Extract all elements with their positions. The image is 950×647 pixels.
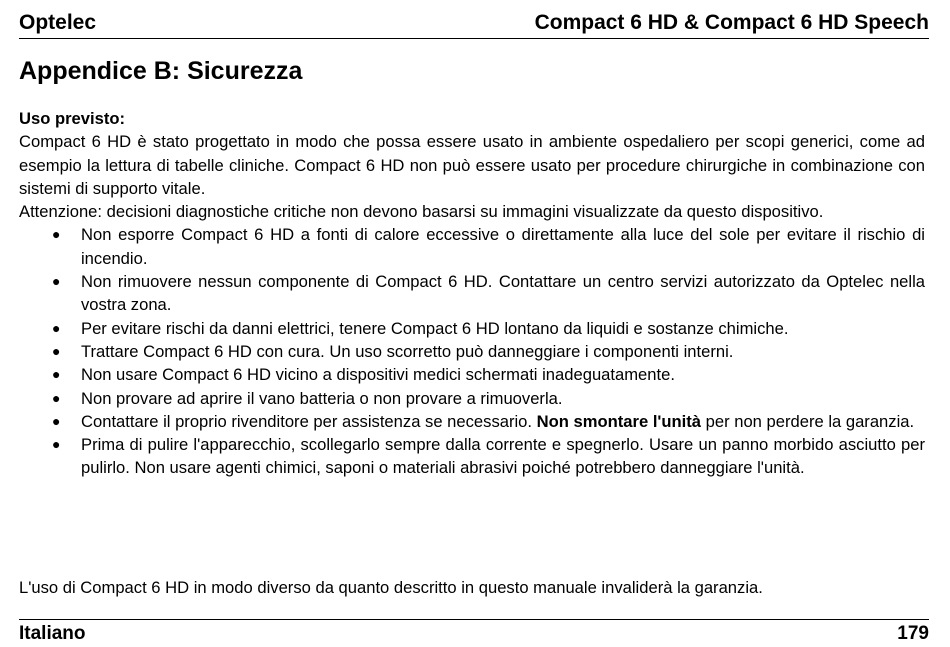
page-header: [19, 8, 929, 39]
list-item-text: Trattare Compact 6 HD con cura. Un uso scorretto può danneggiare i componenti interni.: [81, 341, 734, 361]
header-brand: Optelec: [19, 11, 97, 34]
warning-paragraph: Attenzione: decisioni diagnostiche critiche non devono basarsi su immagini visualizzate da questo dispositivo.: [19, 202, 824, 222]
footer-language: Italiano: [19, 623, 86, 644]
section-title: Appendice B: Sicurezza: [19, 57, 303, 85]
list-item-text: Per evitare rischi da danni elettrici, tenere Compact 6 HD lontano da liquidi e sostanze chimiche.: [81, 318, 789, 338]
bullet-icon: ●: [52, 342, 61, 359]
safety-list: [19, 223, 925, 479]
section-content: [19, 107, 925, 480]
header-product-title: Compact 6 HD & Compact 6 HD Speech: [534, 11, 929, 34]
list-item: [19, 387, 925, 410]
list-item-text-bold: Non smontare l'unità: [536, 411, 702, 431]
bullet-icon: ●: [52, 366, 61, 383]
bullet-icon: ●: [52, 273, 61, 290]
list-item: [19, 433, 925, 480]
bullet-icon: ●: [52, 226, 61, 243]
list-item-text: Non esporre Compact 6 HD a fonti di calore eccessive o direttamente alla luce del sole per evitare il rischio di incendio.: [81, 225, 925, 268]
bullet-icon: ●: [52, 319, 61, 336]
bullet-icon: ●: [52, 436, 61, 453]
list-item: [19, 223, 925, 270]
list-item-text: Non rimuovere nessun componente di Compact 6 HD. Contattare un centro servizi autorizzato da Optelec nella vostra zona.: [81, 272, 925, 315]
bullet-icon: ●: [52, 412, 61, 429]
list-item: [19, 340, 925, 363]
intended-use-paragraph: Compact 6 HD è stato progettato in modo che possa essere usato in ambiente ospedaliero per scopi generici, come ad esempio la lettura di tabelle cliniche. Compact 6 HD non può essere usato per procedure chirurgiche in combinazione con sistemi di supporto vitale.: [19, 132, 925, 198]
document-page: [19, 0, 929, 646]
list-item: [19, 363, 925, 386]
list-item: [19, 410, 925, 433]
intended-use-heading: Uso previsto:: [19, 109, 126, 128]
list-item: [19, 270, 925, 317]
list-item-text: Non usare Compact 6 HD vicino a dispositivi medici schermati inadeguatamente.: [81, 365, 675, 385]
list-item-text: Non provare ad aprire il vano batteria o non provare a rimuoverla.: [81, 388, 563, 408]
page-footer: [19, 619, 929, 647]
bullet-icon: ●: [52, 389, 61, 406]
list-item: [19, 317, 925, 340]
page-number: 179: [897, 623, 929, 644]
list-item-text-after: per non perdere la garanzia.: [701, 411, 915, 431]
list-item-text-before: Contattare il proprio rivenditore per assistenza se necessario.: [81, 411, 537, 431]
warranty-note: L'uso di Compact 6 HD in modo diverso da quanto descritto in questo manuale invaliderà la garanzia.: [19, 578, 763, 597]
list-item-text: Prima di pulire l'apparecchio, scollegarlo sempre dalla corrente e spegnerlo. Usare un panno morbido asciutto per pulirlo. Non usare agenti chimici, saponi o materiali abrasivi poiché potrebbero danneggiare l'unità.: [81, 435, 925, 478]
